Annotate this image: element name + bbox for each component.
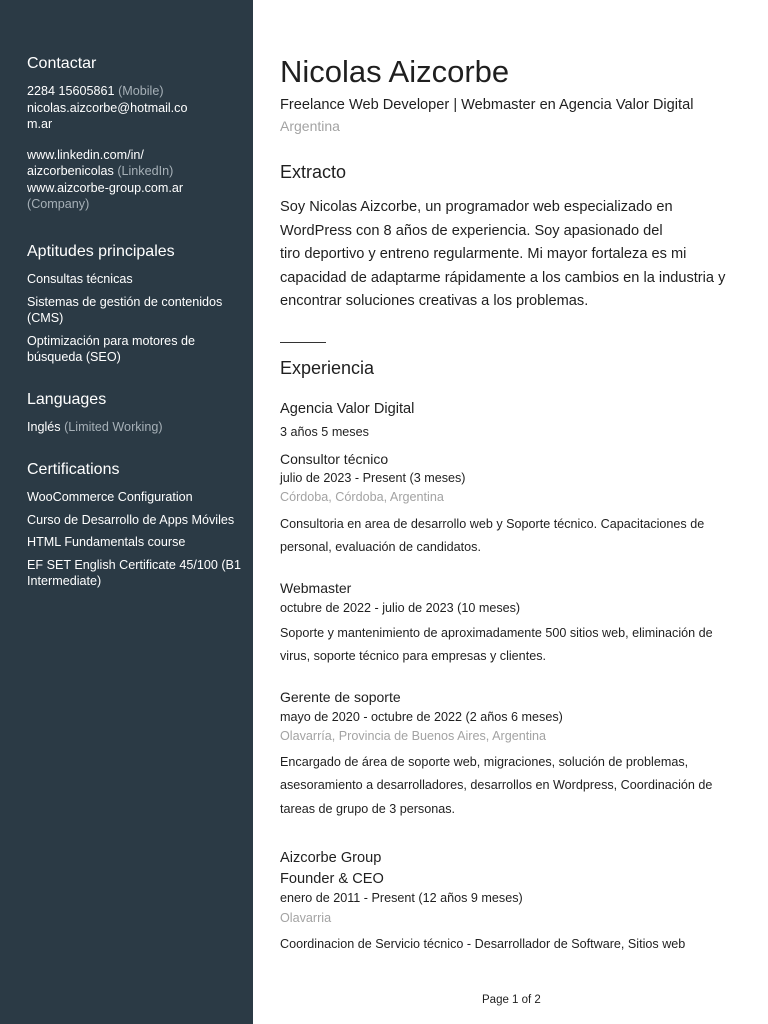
phone-type: (Mobile) bbox=[118, 84, 164, 98]
role-description bbox=[280, 751, 750, 821]
summary-line: Soy Nicolas Aizcorbe, un programador web especializado en bbox=[280, 199, 673, 215]
company-website[interactable]: www.aizcorbe-group.com.ar bbox=[27, 180, 184, 195]
linkedin-line-2[interactable] bbox=[27, 163, 242, 180]
page-number: Page 1 of 2 bbox=[482, 994, 541, 1006]
skills-section bbox=[27, 242, 242, 372]
description-line: Encargado de área de soporte web, migraciones, solución de problemas, bbox=[280, 755, 689, 769]
company-duration: 3 años 5 meses bbox=[280, 425, 369, 439]
language-name: Inglés bbox=[27, 420, 61, 434]
description-line: Consultoria en area de desarrollo web y Soporte técnico. Capacitaciones de bbox=[280, 517, 705, 531]
description-line: personal, evaluación de candidatos. bbox=[280, 540, 481, 555]
summary-text bbox=[280, 196, 748, 314]
role-description bbox=[280, 622, 750, 669]
spacer bbox=[27, 133, 242, 147]
profile-headline: Freelance Web Developer | Webmaster en Agencia Valor Digital bbox=[280, 97, 694, 113]
phone-number: 2284 15605861 bbox=[27, 84, 115, 98]
profile-name: Nicolas Aizcorbe bbox=[280, 54, 510, 89]
description-line: asesoramiento a desarrolladores, desarrollos en Wordpress, Coordinación de bbox=[280, 778, 713, 793]
skill-item: Consultas técnicas bbox=[27, 272, 133, 286]
languages-section bbox=[27, 390, 242, 436]
role-title: Gerente de soporte bbox=[280, 689, 401, 705]
certification-item: HTML Fundamentals course bbox=[27, 535, 186, 549]
description-line: virus, soporte técnico para empresas y clientes. bbox=[280, 649, 546, 664]
description-line: Coordinacion de Servicio técnico - Desarrollador de Software, Sitios web bbox=[280, 937, 686, 951]
email-line-1[interactable]: nicolas.aizcorbe@hotmail.co bbox=[27, 100, 188, 115]
languages-heading: Languages bbox=[27, 391, 107, 408]
summary-line: capacidad de adaptarme rápidamente a los cambios en la industria y bbox=[280, 269, 726, 286]
role-title: Consultor técnico bbox=[280, 451, 389, 467]
role-dates: enero de 2011 - Present (12 años 9 meses) bbox=[280, 891, 523, 905]
role-location: Córdoba, Córdoba, Argentina bbox=[280, 490, 444, 504]
summary-title: Extracto bbox=[280, 162, 347, 182]
skill-item: Optimización para motores de búsqueda (SEO) bbox=[27, 333, 195, 364]
summary-line: encontrar soluciones creativas a los problemas. bbox=[280, 293, 589, 309]
company-website-type: (Company) bbox=[27, 197, 90, 211]
role-description bbox=[280, 513, 750, 560]
phone bbox=[27, 83, 242, 100]
contact-heading: Contactar bbox=[27, 55, 97, 72]
role-title: Webmaster bbox=[280, 580, 352, 596]
sidebar bbox=[0, 0, 253, 1024]
certifications-heading: Certifications bbox=[27, 461, 120, 478]
certification-item: Curso de Desarrollo de Apps Móviles bbox=[27, 512, 235, 527]
language-item bbox=[27, 419, 242, 436]
role-dates: julio de 2023 - Present (3 meses) bbox=[280, 471, 466, 485]
role-location: Olavarria bbox=[280, 911, 332, 925]
language-level: (Limited Working) bbox=[64, 420, 163, 434]
certification-item: EF SET English Certificate 45/100 (B1 Intermediate) bbox=[27, 557, 241, 588]
role-dates: octubre de 2022 - julio de 2023 (10 meses) bbox=[280, 601, 521, 615]
experience-title: Experiencia bbox=[280, 358, 375, 378]
role-description bbox=[280, 933, 750, 956]
linkedin-handle[interactable]: aizcorbenicolas bbox=[27, 164, 114, 178]
company-name: Aizcorbe Group bbox=[280, 850, 382, 866]
role-location: Olavarría, Provincia de Buenos Aires, Argentina bbox=[280, 729, 547, 743]
description-line: Soporte y mantenimiento de aproximadamente 500 sitios web, eliminación de bbox=[280, 626, 713, 640]
linkedin-type: (LinkedIn) bbox=[117, 164, 174, 178]
section-divider bbox=[280, 342, 326, 343]
email-line-2[interactable]: m.ar bbox=[27, 117, 53, 131]
skill-item: Sistemas de gestión de contenidos (CMS) bbox=[27, 294, 223, 325]
summary-line: tiro deportivo y entreno regularmente. Mi mayor fortaleza es mi bbox=[280, 246, 687, 262]
role-title: Founder & CEO bbox=[280, 871, 384, 887]
skills-heading: Aptitudes principales bbox=[27, 243, 175, 260]
description-line: tareas de grupo de 3 personas. bbox=[280, 801, 456, 816]
contact-section bbox=[27, 54, 242, 213]
company-name: Agencia Valor Digital bbox=[280, 401, 415, 417]
role-dates: mayo de 2020 - octubre de 2022 (2 años 6 meses) bbox=[280, 710, 563, 724]
linkedin-line-1[interactable]: www.linkedin.com/in/ bbox=[27, 147, 144, 162]
profile-location: Argentina bbox=[280, 118, 340, 134]
certification-item: WooCommerce Configuration bbox=[27, 490, 193, 504]
summary-line: WordPress con 8 años de experiencia. Soy apasionado del bbox=[280, 222, 663, 239]
certifications-section bbox=[27, 460, 242, 596]
